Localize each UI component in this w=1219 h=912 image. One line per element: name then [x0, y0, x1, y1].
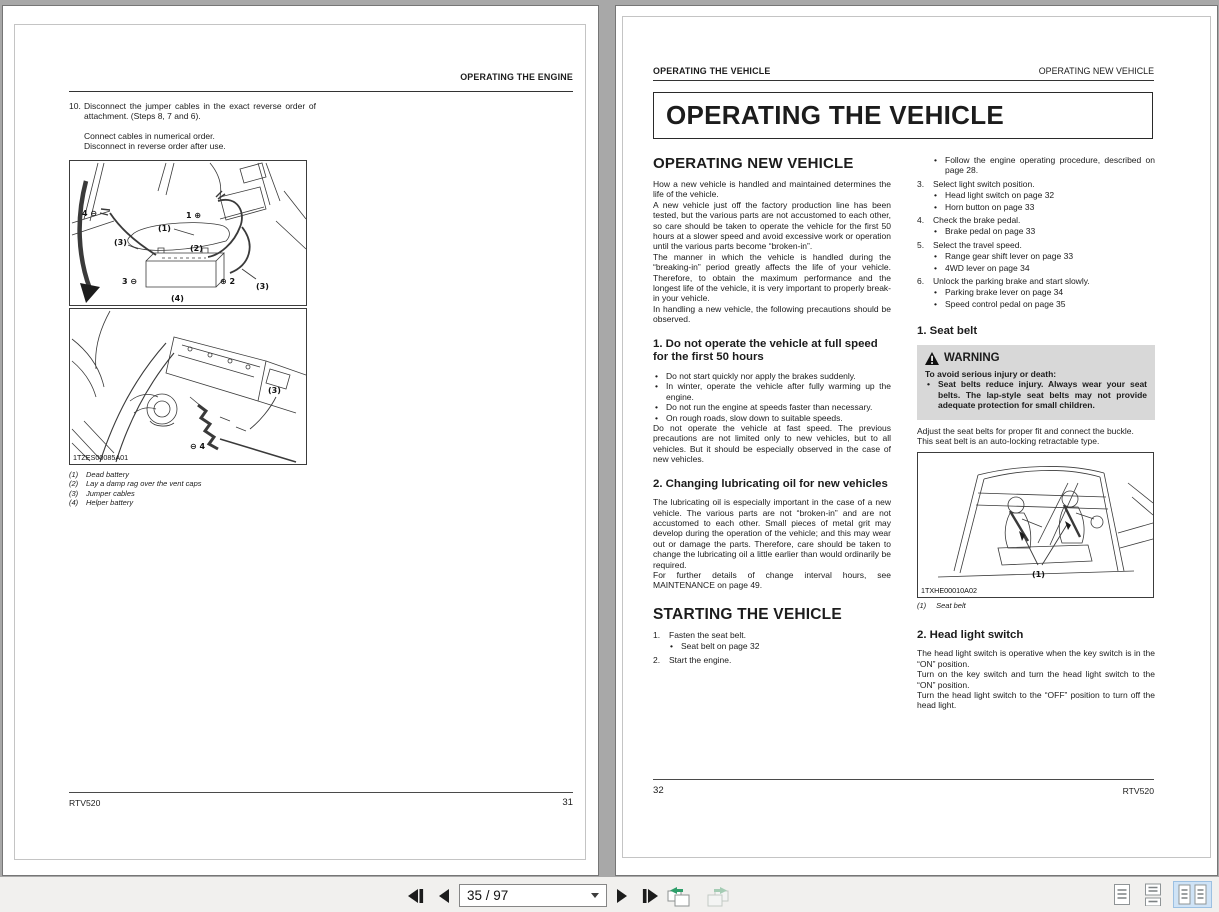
- bullet-item: • Do not start quickly nor apply the brakes suddenly.: [653, 371, 891, 381]
- viewer-toolbar: [0, 877, 1219, 912]
- next-view-button[interactable]: [703, 884, 733, 910]
- paragraph: Turn the head light switch to the “OFF” position to turn off the head light.: [917, 689, 1155, 711]
- continuous-layout-icon: [1144, 883, 1162, 906]
- last-page-icon: [639, 888, 659, 904]
- right-page-column-1: [653, 155, 891, 665]
- bullet-item: • On rough roads, slow down to suitable speeds.: [653, 413, 891, 423]
- step-sub-bullet: • Seat belt on page 32: [669, 641, 891, 651]
- footer-model: RTV520: [69, 798, 101, 808]
- step-sub-bullet: • Brake pedal on page 33: [933, 226, 1155, 236]
- step-sub-bullet: • Horn button on page 33: [933, 202, 1155, 212]
- paragraph: In handling a new vehicle, the following precautions should be observed.: [653, 303, 891, 325]
- figure-legend: (1) Seat belt: [917, 601, 966, 611]
- right-page-column-2: [917, 155, 1155, 711]
- warning-header: [925, 352, 1147, 365]
- jumper-cable-diagram: [70, 161, 306, 305]
- chapter-title: OPERATING THE VEHICLE: [653, 92, 1153, 139]
- facing-pages-layout-button[interactable]: [1173, 881, 1212, 908]
- single-page-layout-button[interactable]: [1111, 881, 1133, 908]
- subsection-heading: 2. Head light switch: [917, 628, 1024, 641]
- paragraph: This seat belt is an auto-locking retractable type.: [917, 435, 1100, 446]
- note-line: Disconnect in reverse order after use.: [84, 141, 226, 152]
- figure-label: ⊕ 2: [220, 276, 236, 286]
- step-text: Disconnect the jumper cables in the exact reverse order of attachment. (Steps 8, 7 and 6).: [84, 101, 316, 122]
- running-header-chapter: OPERATING THE VEHICLE: [653, 66, 771, 76]
- section-heading: OPERATING NEW VEHICLE: [653, 155, 854, 172]
- first-page-icon: [407, 888, 427, 904]
- numbered-step: 1. Fasten the seat belt.: [653, 629, 747, 640]
- page-left: [2, 5, 599, 876]
- last-page-button[interactable]: [637, 886, 661, 906]
- page-navigation-group: [405, 884, 661, 907]
- figure-label: ⊖ 4: [190, 441, 206, 451]
- paragraph: The manner in which the vehicle is handled during the “breaking-in” period greatly affects the life of your vehicle. Therefore, to obtain the maximum performance and the longest life of the vehicle, it is very important to properly break-in your vehicle.: [653, 251, 891, 304]
- running-header-left: OPERATING THE ENGINE: [460, 72, 573, 82]
- figure-label: 4 ⊖: [82, 208, 98, 218]
- previous-page-icon: [437, 888, 451, 904]
- numbered-step: 6. Unlock the parking brake and start slowly.: [917, 276, 1090, 287]
- next-page-button[interactable]: [613, 886, 631, 906]
- bullet-item: • Do not run the engine at speeds faster than necessary.: [653, 402, 891, 412]
- step-sub-bullet: • 4WD lever on page 34: [933, 263, 1155, 273]
- continuous-layout-button[interactable]: [1142, 881, 1164, 908]
- subsection-heading: 2. Changing lubricating oil for new vehicles: [653, 477, 888, 490]
- single-page-layout-icon: [1113, 883, 1131, 906]
- previous-view-button[interactable]: [664, 884, 694, 910]
- paragraph: Turn on the key switch and turn the head light switch to the “ON” position.: [917, 669, 1155, 690]
- section-heading: STARTING THE VEHICLE: [653, 605, 842, 623]
- dropdown-caret-icon: [591, 893, 599, 898]
- figure-label: (2): [190, 243, 203, 253]
- left-page-body: [69, 101, 316, 508]
- cable-notes: [69, 131, 316, 152]
- paragraph: For further details of change interval hours, see MAINTENANCE on page 49.: [653, 569, 891, 591]
- page-number-dropdown[interactable]: [459, 884, 607, 907]
- paragraph: Adjust the seat belts for proper fit and connect the buckle.: [917, 425, 1134, 436]
- first-page-button[interactable]: [405, 886, 429, 906]
- numbered-step: 3. Select light switch position.: [917, 178, 1035, 189]
- paragraph: The head light switch is operative when the key switch is in the “ON” position.: [917, 648, 1155, 669]
- footer-rule: [653, 779, 1154, 780]
- running-header-section: OPERATING NEW VEHICLE: [1038, 66, 1154, 76]
- step-number: 10.: [69, 101, 81, 111]
- footer-page-number: 32: [653, 785, 664, 796]
- page-layout-group: [1111, 881, 1212, 908]
- legend-row: (2) Lay a damp rag over the vent caps: [69, 479, 202, 489]
- facing-page-left-icon: [1178, 884, 1191, 905]
- numbered-step: 5. Select the travel speed.: [917, 239, 1022, 250]
- numbered-step: 2. Start the engine.: [653, 654, 732, 665]
- page-right: [615, 5, 1218, 876]
- note-line: Connect cables in numerical order.: [84, 130, 215, 141]
- step-sub-bullet: • Head light switch on page 32: [933, 190, 1155, 200]
- figure-label: (1): [158, 223, 171, 233]
- paragraph: Do not operate the vehicle at fast speed. The previous precautions are not limited only to new vehicles, but to all vehicles. But it should be especially observed in the case of new vehicles.: [653, 422, 891, 465]
- legend-row: (1) Dead battery: [69, 469, 129, 479]
- next-view-icon: [705, 886, 731, 908]
- warning-lead: To avoid serious injury or death:: [925, 368, 1057, 379]
- figure-label: 1 ⊕: [186, 210, 202, 220]
- numbered-step: 4. Check the brake pedal.: [917, 215, 1021, 226]
- figure-code: 1TZES00085A01: [73, 452, 129, 462]
- footer-model: RTV520: [1122, 786, 1154, 796]
- legend-row: (3) Jumper cables: [69, 488, 135, 498]
- bullet-item: • In winter, operate the vehicle after fully warming up the engine.: [653, 381, 891, 402]
- previous-page-button[interactable]: [435, 886, 453, 906]
- footer-page-number: 31: [562, 797, 573, 808]
- next-page-icon: [615, 888, 629, 904]
- view-history-group: [664, 884, 733, 910]
- warning-label: WARNING: [944, 352, 1000, 365]
- step-sub-bullet: • Parking brake lever on page 34: [933, 287, 1155, 297]
- figure-label: (3): [256, 281, 269, 291]
- seat-belt-diagram: [918, 453, 1153, 597]
- paragraph: A new vehicle just off the factory production line has been tested, but the various parts are not accustomed to each other, so care should be taken to operate the vehicle for the first 50 hours at a slower speed and avoid excessive work or operation until the various parts become “broken-in”.: [653, 199, 891, 252]
- warning-bullet: • Seat belts reduce injury. Always wear your seat belts. The lap-style seat belts may not provide adequate protection for small children.: [925, 379, 1147, 410]
- header-rule: [653, 80, 1154, 81]
- figure-legend: [69, 470, 316, 508]
- facing-page-right-icon: [1194, 884, 1207, 905]
- step-sub-bullet: • Speed control pedal on page 35: [933, 299, 1155, 309]
- figure-label: 3 ⊖: [122, 276, 138, 286]
- subsection-heading: 1. Seat belt: [917, 325, 978, 338]
- running-header-right: [653, 66, 1154, 76]
- step-sub-bullet: • Range gear shift lever on page 33: [933, 251, 1155, 261]
- figure-label: (1): [1032, 570, 1045, 580]
- warning-triangle-icon: [925, 352, 939, 365]
- engine-compartment-diagram: [70, 309, 306, 464]
- figure-code: 1TXHE00010A02: [921, 586, 977, 596]
- subsection-heading: 1. Do not operate the vehicle at full speed for the first 50 hours: [653, 337, 878, 364]
- legend-row: (4) Helper battery: [69, 498, 134, 508]
- previous-view-icon: [666, 886, 692, 908]
- figure-label: (3): [268, 385, 281, 395]
- page-indicator: 35 / 97: [467, 888, 509, 903]
- step-10: [69, 101, 316, 122]
- figure-label: (3): [114, 237, 127, 247]
- engine-compartment-figure: [69, 308, 307, 465]
- figure-label: (4): [171, 293, 184, 303]
- footer-rule: [69, 792, 573, 793]
- jumper-cable-figure: [69, 160, 307, 306]
- seat-belt-figure: [917, 452, 1154, 598]
- paragraph: How a new vehicle is handled and maintained determines the life of the vehicle.: [653, 179, 891, 200]
- paragraph: The lubricating oil is especially important in the case of a new vehicle. The various parts are not “broken-in” and are not accustomed to each other. Small pieces of metal grit may develop during the operation of the vehicle; and this may wear out or damage the parts. Therefore, care should be taken to change the lubricating oil a little earlier than would ordinarily be required.: [653, 497, 891, 570]
- header-rule: [69, 91, 573, 92]
- warning-box: [917, 345, 1155, 420]
- step-sub-bullet: • Follow the engine operating procedure, described on page 28.: [933, 155, 1155, 176]
